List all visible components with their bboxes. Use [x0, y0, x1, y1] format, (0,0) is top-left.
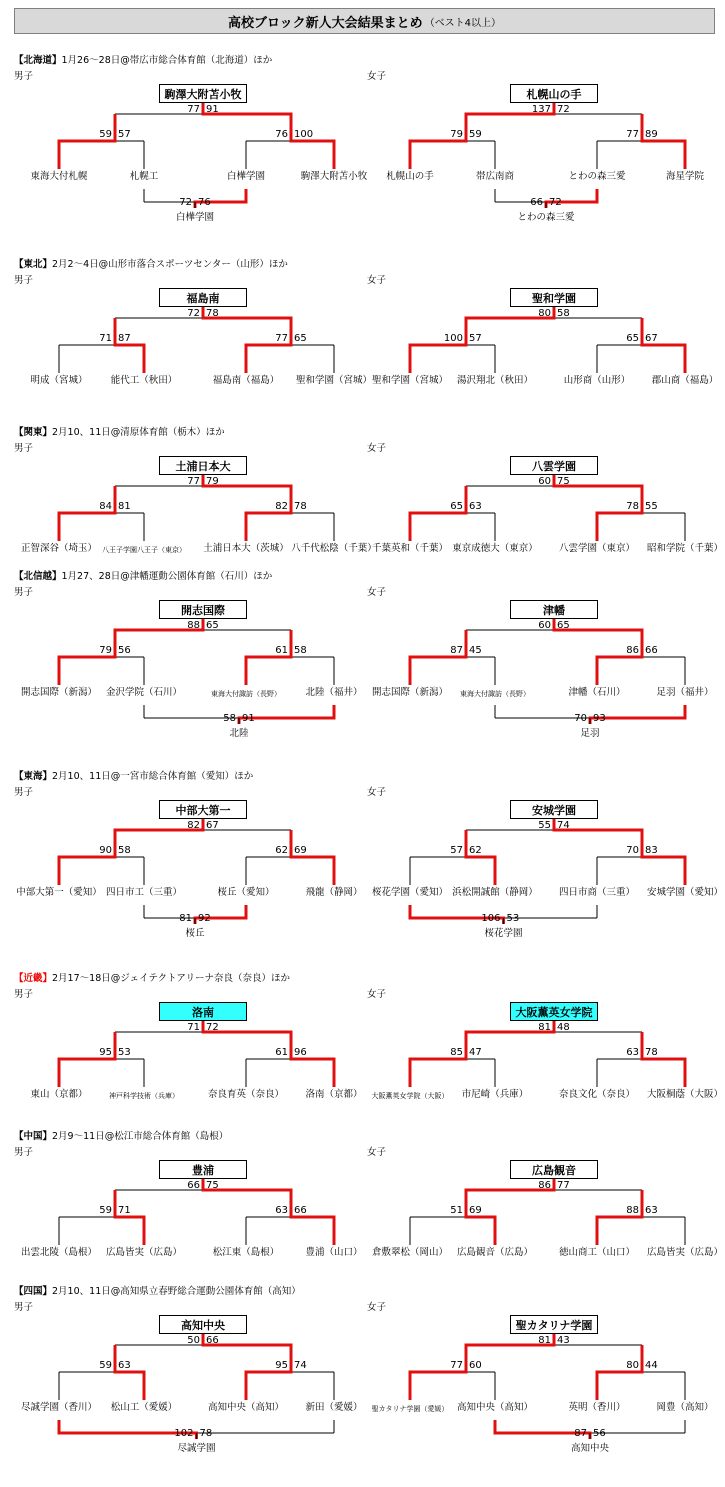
winner-path-right — [642, 114, 685, 169]
final-score-right: 48 — [557, 1022, 570, 1033]
gender-label: 女子 — [367, 71, 387, 82]
page-title — [14, 8, 715, 34]
final-score-right: 78 — [206, 308, 219, 319]
semi-right-score-a: 63 — [626, 1047, 639, 1058]
team-name: 湯沢翔北（秋田） — [456, 375, 534, 386]
team-name: 金沢学院（石川） — [105, 687, 183, 698]
team-name: 神戸科学技術（兵庫） — [109, 1092, 179, 1100]
team-name: 千葉英和（千葉） — [371, 543, 449, 554]
bracket-girls — [365, 1315, 714, 1475]
semi-left-score-b: 47 — [469, 1047, 482, 1058]
team-name: 海星学院 — [665, 171, 705, 182]
semi-right-score-b: 78 — [294, 501, 307, 512]
semi-left-score-a: 71 — [99, 333, 112, 344]
semi-right-score-a: 95 — [275, 1360, 288, 1371]
gender-label: 男子 — [14, 71, 34, 82]
region-name: 【北信越】 — [14, 571, 62, 582]
third-score-left: 70 — [574, 713, 587, 724]
bracket-girls — [365, 1002, 724, 1162]
bracket-girls — [365, 600, 714, 760]
team-name: 東海大付諏訪（長野） — [460, 690, 530, 698]
title-sub: （ベスト4以上） — [424, 17, 502, 29]
champion-box: 高知中央 — [159, 1315, 247, 1334]
final-score-left: 66 — [187, 1180, 200, 1191]
team-name: 広島皆実（広島） — [646, 1247, 724, 1258]
final-score-right: 43 — [557, 1335, 570, 1346]
region-header — [14, 970, 290, 984]
semi-right-score-a: 80 — [626, 1360, 639, 1371]
final-score-left: 82 — [187, 820, 200, 831]
winner-path-left — [115, 1345, 144, 1400]
final-score-left: 60 — [538, 620, 551, 631]
semi-left-score-b: 81 — [118, 501, 131, 512]
semi-left-score-b: 69 — [469, 1205, 482, 1216]
third-place-winner: とわの森三愛 — [517, 212, 575, 223]
bracket-boys — [14, 84, 368, 244]
team-name: 福島南（福島） — [212, 375, 280, 386]
semi-left-score-b: 56 — [118, 645, 131, 656]
team-name: 東京成徳大（東京） — [452, 543, 538, 554]
team-name: とわの森三愛 — [568, 171, 626, 182]
team-name: 明成（宮城） — [30, 375, 88, 386]
third-score-right: 93 — [593, 713, 606, 724]
region-info: 2月10、11日@一宮市総合体育館（愛知）ほか — [52, 771, 254, 782]
region-info: 1月27、28日@津幡運動公園体育館（石川）ほか — [61, 571, 273, 582]
team-name: 岡豊（高知） — [656, 1402, 714, 1413]
title-main: 高校ブロック新人大会結果まとめ — [227, 15, 423, 31]
team-name: 四日市工（三重） — [105, 887, 183, 898]
final-score-left: 72 — [187, 308, 200, 319]
gender-label: 男子 — [14, 587, 34, 598]
team-name: 浜松開誠館（静岡） — [452, 887, 538, 898]
team-name: 中部大第一（愛知） — [16, 887, 102, 898]
champion-box: 津幡 — [510, 600, 598, 619]
winner-path-right — [246, 630, 291, 685]
team-name: 出雲北陵（島根） — [20, 1247, 98, 1258]
semi-left-score-b: 63 — [469, 501, 482, 512]
final-score-left: 81 — [538, 1335, 551, 1346]
final-score-left: 50 — [187, 1335, 200, 1346]
winner-path-left — [59, 1032, 115, 1087]
champion-box: 聖和学園 — [510, 288, 598, 307]
bracket-boys — [14, 1315, 363, 1475]
team-name: 奈良文化（奈良） — [558, 1089, 636, 1100]
semi-right-score-a: 88 — [626, 1205, 639, 1216]
region-info: 2月2〜4日@山形市落合スポーツセンター（山形）ほか — [52, 259, 288, 270]
semi-left-score-b: 59 — [469, 129, 482, 140]
semi-right-score-a: 78 — [626, 501, 639, 512]
champion-box: 八雲学園 — [510, 456, 598, 475]
bracket-girls — [365, 288, 719, 448]
team-name: 開志国際（新潟） — [20, 687, 98, 698]
third-place-winner: 足羽 — [580, 728, 600, 739]
winner-path-right — [642, 1032, 685, 1087]
region-info: 2月9〜11日@松江市総合体育館（島根） — [52, 1131, 229, 1142]
team-name: 東海大付諏訪（長野） — [211, 690, 281, 698]
champion-box: 豊浦 — [159, 1160, 247, 1179]
semi-right-score-b: 65 — [294, 333, 307, 344]
region-name: 【近畿】 — [14, 973, 53, 984]
winner-path-right — [291, 830, 334, 885]
semi-right-score-b: 69 — [294, 845, 307, 856]
third-score-left: 72 — [179, 197, 192, 208]
third-score-right: 56 — [593, 1428, 606, 1439]
gender-label: 男子 — [14, 989, 34, 1000]
bracket-boys — [14, 800, 363, 960]
champion-box: 広島観音 — [510, 1160, 598, 1179]
region-header — [14, 1283, 301, 1297]
semi-left-score-a: 85 — [450, 1047, 463, 1058]
third-score-right: 92 — [198, 913, 211, 924]
gender-label: 男子 — [14, 1302, 34, 1313]
semi-right-score-a: 62 — [275, 845, 288, 856]
winner-path-left — [115, 1190, 144, 1245]
third-score-right: 91 — [242, 713, 255, 724]
region-name: 【四国】 — [14, 1286, 53, 1297]
third-score-left: 87 — [574, 1428, 587, 1439]
third-score-left: 106 — [481, 913, 501, 924]
team-name: 四日市商（三重） — [558, 887, 636, 898]
third-place-winner: 北陸 — [229, 728, 249, 739]
final-score-left: 77 — [187, 476, 200, 487]
team-name: 飛龍（静岡） — [305, 887, 363, 898]
team-name: 洛南（京都） — [305, 1089, 363, 1100]
region-info: 2月10、11日@高知県立春野総合運動公園体育館（高知） — [52, 1286, 301, 1297]
region-info: 2月10、11日@清原体育館（栃木）ほか — [52, 427, 225, 438]
team-name: 津幡（石川） — [568, 687, 626, 698]
team-name: 新田（愛媛） — [305, 1402, 363, 1413]
final-score-right: 77 — [557, 1180, 570, 1191]
gender-label: 男子 — [14, 275, 34, 286]
team-name: 聖和学園（宮城） — [371, 375, 449, 386]
team-name: 郡山商（福島） — [651, 375, 719, 386]
champion-box: 札幌山の手 — [510, 84, 598, 103]
semi-right-score-a: 86 — [626, 645, 639, 656]
semi-left-score-b: 45 — [469, 645, 482, 656]
final-score-right: 75 — [557, 476, 570, 487]
team-name: 高知中央（高知） — [456, 1402, 534, 1413]
champion-box: 中部大第一 — [159, 800, 247, 819]
semi-right-score-a: 70 — [626, 845, 639, 856]
third-place-winner: 白樺学園 — [175, 212, 215, 223]
champion-box: 聖カタリナ学園 — [510, 1315, 598, 1334]
semi-right-score-b: 89 — [645, 129, 658, 140]
semi-right-score-b: 67 — [645, 333, 658, 344]
champion-box: 駒澤大附苫小牧 — [159, 84, 247, 103]
team-name: 松江東（島根） — [212, 1247, 280, 1258]
final-score-right: 75 — [206, 1180, 219, 1191]
semi-right-score-a: 63 — [275, 1205, 288, 1216]
region-info: 1月26〜28日@帯広市総合体育館（北海道）ほか — [61, 55, 273, 66]
semi-left-score-a: 59 — [99, 1360, 112, 1371]
bracket-girls — [365, 1160, 724, 1320]
final-score-right: 58 — [557, 308, 570, 319]
semi-right-score-a: 61 — [275, 645, 288, 656]
region-header — [14, 568, 272, 582]
final-score-right: 65 — [206, 620, 219, 631]
team-name: 尽誠学園（香川） — [20, 1402, 98, 1413]
final-score-left: 71 — [187, 1022, 200, 1033]
semi-left-score-a: 59 — [99, 129, 112, 140]
team-name: 札幌工 — [129, 171, 159, 182]
semi-left-score-a: 57 — [450, 845, 463, 856]
region-name: 【北海道】 — [14, 55, 62, 66]
final-score-left: 77 — [187, 104, 200, 115]
region-header — [14, 768, 253, 782]
team-name: 市尼崎（兵庫） — [461, 1089, 529, 1100]
final-score-left: 55 — [538, 820, 551, 831]
team-name: 英明（香川） — [568, 1402, 626, 1413]
champion-box: 土浦日本大 — [159, 456, 247, 475]
semi-left-score-a: 79 — [99, 645, 112, 656]
team-name: 北陸（福井） — [305, 687, 363, 698]
team-name: 大阪桐蔭（大阪） — [646, 1089, 724, 1100]
semi-left-score-b: 62 — [469, 845, 482, 856]
final-score-right: 74 — [557, 820, 570, 831]
gender-label: 男子 — [14, 787, 34, 798]
semi-left-score-a: 59 — [99, 1205, 112, 1216]
semi-right-score-a: 76 — [275, 129, 288, 140]
team-name: 八王子学園八王子（東京） — [102, 546, 186, 554]
final-score-left: 86 — [538, 1180, 551, 1191]
region-header — [14, 52, 272, 66]
semi-left-score-b: 53 — [118, 1047, 131, 1058]
team-name: 聖カタリナ学園（愛媛） — [371, 1405, 449, 1413]
bracket-girls — [365, 800, 724, 960]
third-score-right: 72 — [549, 197, 562, 208]
gender-label: 女子 — [367, 587, 387, 598]
team-name: 八雲学園（東京） — [558, 543, 636, 554]
semi-right-score-a: 77 — [275, 333, 288, 344]
final-score-right: 79 — [206, 476, 219, 487]
third-place-winner: 桜花学園 — [484, 928, 523, 939]
final-score-right: 72 — [206, 1022, 219, 1033]
final-score-left: 60 — [538, 476, 551, 487]
semi-left-score-a: 90 — [99, 845, 112, 856]
region-name: 【東北】 — [14, 259, 53, 270]
gender-label: 女子 — [367, 1147, 387, 1158]
semi-left-score-a: 51 — [450, 1205, 463, 1216]
region-header — [14, 424, 225, 438]
semi-right-score-b: 55 — [645, 501, 658, 512]
semi-right-score-b: 66 — [645, 645, 658, 656]
champion-box: 洛南 — [159, 1002, 247, 1021]
champion-box: 大阪薫英女学院 — [510, 1002, 598, 1021]
semi-left-score-b: 57 — [118, 129, 131, 140]
final-score-left: 81 — [538, 1022, 551, 1033]
third-score-left: 81 — [179, 913, 192, 924]
team-name: 八千代松陰（千葉） — [291, 543, 377, 554]
winner-path-left — [59, 486, 115, 541]
team-name: 東海大付札幌 — [30, 171, 88, 182]
champion-box: 開志国際 — [159, 600, 247, 619]
third-place-winner: 高知中央 — [570, 1443, 610, 1454]
team-name: 昭和学院（千葉） — [646, 543, 724, 554]
final-score-left: 88 — [187, 620, 200, 631]
team-name: 開志国際（新潟） — [371, 687, 449, 698]
team-name: 足羽（福井） — [656, 687, 714, 698]
semi-right-score-b: 83 — [645, 845, 658, 856]
semi-left-score-a: 84 — [99, 501, 112, 512]
third-score-right: 78 — [199, 1428, 213, 1439]
semi-left-score-b: 71 — [118, 1205, 131, 1216]
gender-label: 女子 — [367, 443, 387, 454]
team-name: 桜花学園（愛知） — [371, 887, 449, 898]
team-name: 正智深谷（埼玉） — [20, 543, 98, 554]
final-score-right: 72 — [557, 104, 570, 115]
winner-path-right — [642, 318, 685, 373]
semi-left-score-b: 60 — [469, 1360, 482, 1371]
team-name: 松山工（愛媛） — [110, 1402, 178, 1413]
team-name: 奈良育英（奈良） — [207, 1089, 285, 1100]
team-name: 徳山商工（山口） — [558, 1247, 636, 1258]
gender-label: 女子 — [367, 275, 387, 286]
gender-label: 女子 — [367, 787, 387, 798]
semi-right-score-b: 74 — [294, 1360, 307, 1371]
semi-left-score-a: 87 — [450, 645, 463, 656]
team-name: 大阪薫英女学院（大阪） — [371, 1092, 449, 1100]
semi-left-score-b: 63 — [118, 1360, 131, 1371]
semi-right-score-a: 65 — [626, 333, 639, 344]
bracket-boys — [14, 600, 363, 760]
semi-left-score-b: 87 — [118, 333, 131, 344]
champion-box: 福島南 — [159, 288, 247, 307]
final-score-right: 65 — [557, 620, 570, 631]
semi-right-score-b: 66 — [294, 1205, 307, 1216]
final-score-right: 66 — [206, 1335, 219, 1346]
semi-right-score-a: 61 — [275, 1047, 288, 1058]
semi-left-score-a: 79 — [450, 129, 463, 140]
winner-path-left — [59, 114, 115, 169]
team-name: 白樺学園 — [226, 171, 266, 182]
champion-box: 安城学園 — [510, 800, 598, 819]
team-name: 広島観音（広島） — [456, 1247, 534, 1258]
semi-right-score-b: 96 — [294, 1047, 307, 1058]
semi-left-score-a: 95 — [99, 1047, 112, 1058]
final-score-left: 80 — [538, 308, 551, 319]
semi-right-score-b: 78 — [645, 1047, 658, 1058]
team-name: 能代工（秋田） — [110, 375, 178, 386]
region-header — [14, 1128, 228, 1142]
semi-right-score-a: 77 — [626, 129, 639, 140]
third-score-right: 76 — [198, 197, 211, 208]
region-header — [14, 256, 288, 270]
gender-label: 女子 — [367, 1302, 387, 1313]
third-place-winner: 桜丘 — [185, 928, 205, 939]
gender-label: 男子 — [14, 1147, 34, 1158]
team-name: 東山（京都） — [30, 1089, 88, 1100]
semi-right-score-b: 58 — [294, 645, 307, 656]
team-name: 駒澤大附苫小牧 — [300, 171, 368, 182]
winner-path-left — [466, 830, 495, 885]
winner-path-right — [597, 1345, 642, 1400]
winner-path-right — [597, 1190, 642, 1245]
gender-label: 女子 — [367, 989, 387, 1000]
semi-right-score-b: 63 — [645, 1205, 658, 1216]
final-score-left: 137 — [531, 104, 551, 115]
team-name: 土浦日本大（茨城） — [203, 543, 289, 554]
semi-right-score-b: 100 — [294, 129, 314, 140]
bracket-girls — [365, 456, 724, 616]
team-name: 聖和学園（宮城） — [295, 375, 373, 386]
team-name: 札幌山の手 — [386, 171, 434, 182]
team-name: 広島皆実（広島） — [105, 1247, 183, 1258]
semi-left-score-b: 58 — [118, 845, 131, 856]
winner-path-left — [410, 486, 466, 541]
third-score-left: 102 — [174, 1428, 194, 1439]
semi-left-score-a: 65 — [450, 501, 463, 512]
region-info: 2月17〜18日@ジェイテクトアリーナ奈良（奈良）ほか — [52, 973, 291, 984]
team-name: 山形商（山形） — [563, 375, 631, 386]
team-name: 帯広南商 — [475, 171, 515, 182]
semi-left-score-a: 100 — [443, 333, 463, 344]
third-score-left: 66 — [530, 197, 543, 208]
region-name: 【東海】 — [14, 771, 53, 782]
third-place-winner: 尽誠学園 — [177, 1443, 216, 1454]
region-name: 【中国】 — [14, 1131, 53, 1142]
final-score-right: 67 — [206, 820, 219, 831]
semi-left-score-a: 77 — [450, 1360, 463, 1371]
third-score-left: 58 — [223, 713, 236, 724]
team-name: 豊浦（山口） — [305, 1247, 363, 1258]
semi-right-score-b: 44 — [645, 1360, 658, 1371]
final-score-right: 91 — [206, 104, 219, 115]
team-name: 桜丘（愛知） — [217, 887, 275, 898]
team-name: 高知中央（高知） — [207, 1402, 285, 1413]
team-name: 倉敷翠松（岡山） — [371, 1247, 449, 1258]
semi-left-score-b: 57 — [469, 333, 482, 344]
semi-right-score-a: 82 — [275, 501, 288, 512]
third-score-right: 53 — [506, 913, 520, 924]
winner-path-left — [115, 318, 144, 373]
bracket-girls — [365, 84, 710, 244]
gender-label: 男子 — [14, 443, 34, 454]
winner-path-left — [410, 630, 466, 685]
team-name: 安城学園（愛知） — [646, 887, 724, 898]
region-name: 【関東】 — [14, 427, 53, 438]
